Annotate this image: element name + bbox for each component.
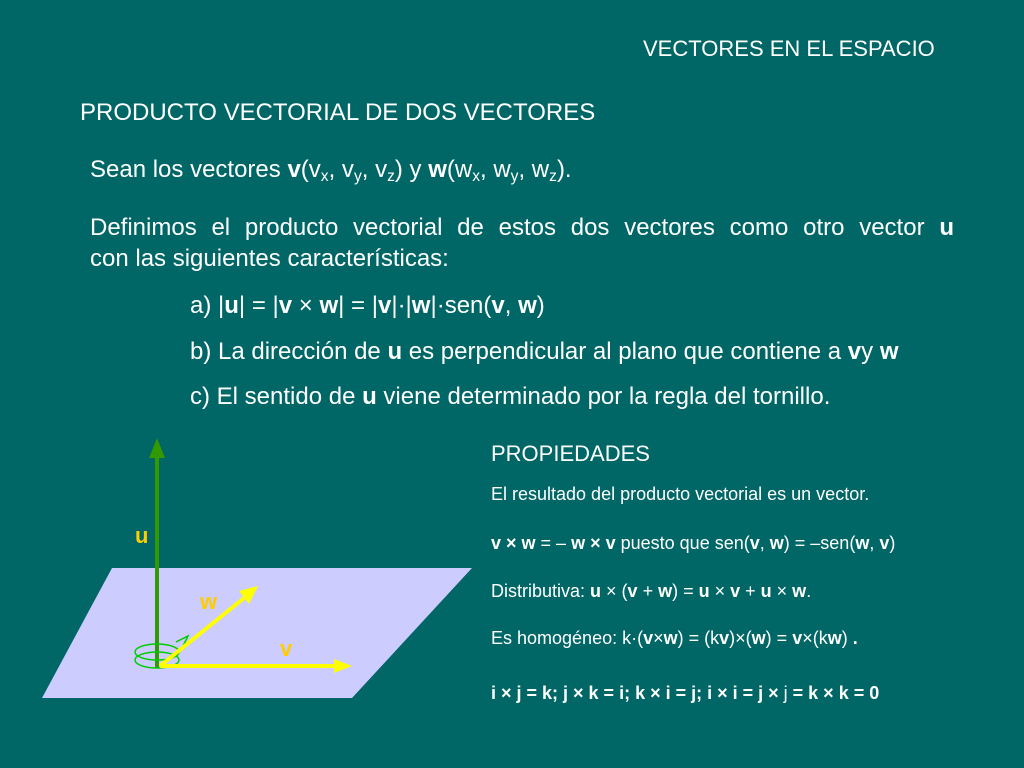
property-5: i × j = k; j × k = i; k × i = j; i × i = j × j = k × k = 0 [491,683,880,703]
intro-text: Sean los vectores $v(v_x$, $v_y$, $v_z$) y $w(w_x$, $w_y$, $w_z$). [90,156,572,185]
characteristic-c: c) El sentido de u viene determinado por la regla del tornillo. [190,383,831,410]
characteristic-a: a) |u| = |v × w| = |v|·|w|·sen(v, w) [190,292,545,319]
property-1: El resultado del producto vectorial es un vector. [491,484,870,504]
definition-line-2: con las siguientes características: [90,245,449,272]
property-2: v × w = – w × v puesto que sen(v, w) = –sen(w, v) [491,533,896,553]
slide-title: VECTORES EN EL ESPACIO [643,36,935,61]
property-3: Distributiva: u × (v + w) = u × v + u × w. [491,581,812,601]
label-w: w [200,589,218,614]
vector-u-arrowhead [149,438,165,458]
property-4: Es homogéneo: k·(v×w) = (kv)×(w) = v×(kw) . [491,628,858,648]
cross-product-diagram [0,420,480,710]
section-title: PRODUCTO VECTORIAL DE DOS VECTORES [80,99,596,126]
label-v: v [280,636,293,661]
characteristic-b: b) La dirección de u es perpendicular al plano que contiene a vy w [190,338,899,365]
properties-title: PROPIEDADES [491,441,650,466]
definition-line-1: Definimos el producto vectorial de estos dos vectores como otro vector u [90,214,954,241]
definition-paragraph [90,212,954,274]
label-u: u [135,523,149,548]
